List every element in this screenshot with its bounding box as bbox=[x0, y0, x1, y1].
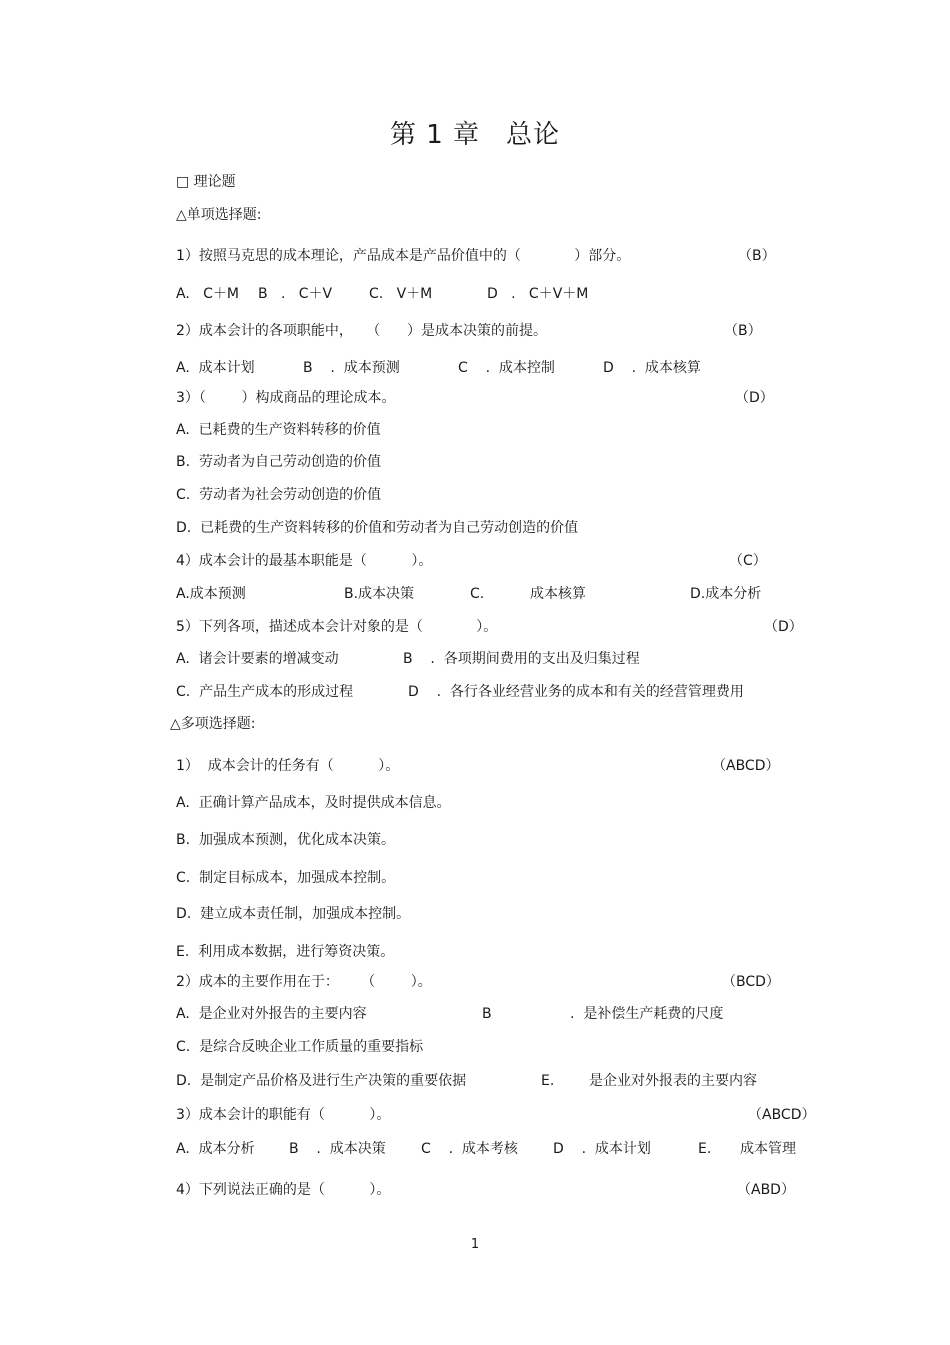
option: A.成本预测 bbox=[176, 586, 246, 602]
question-text: 2）成本会计的各项职能中， （ ）是成本决策的前提。 bbox=[176, 323, 547, 339]
question-text: 4）下列说法正确的是（ ）。 bbox=[176, 1182, 391, 1198]
option: B.成本决策 bbox=[344, 586, 415, 602]
option: C. 产品生产成本的形成过程 bbox=[176, 684, 354, 700]
option: D . C＋V＋M bbox=[487, 286, 589, 302]
page-number: 1 bbox=[470, 1237, 480, 1252]
option: D . 成本核算 bbox=[603, 360, 701, 376]
option: C. 制定目标成本，加强成本控制。 bbox=[176, 870, 396, 886]
option: C. 是综合反映企业工作质量的重要指标 bbox=[176, 1039, 424, 1055]
chapter-number: 第 1 章 bbox=[389, 120, 481, 150]
option: C. V＋M bbox=[369, 286, 433, 302]
option: E. bbox=[698, 1141, 712, 1157]
question-text: 1） 成本会计的任务有（ ）。 bbox=[176, 758, 400, 774]
answer-key: （C） bbox=[729, 553, 767, 569]
option: 是企业对外报表的主要内容 bbox=[589, 1073, 757, 1089]
multiple-choice-heading: △多项选择题: bbox=[170, 716, 256, 732]
answer-key: （ABD） bbox=[737, 1182, 795, 1198]
option: E. 利用成本数据，进行筹资决策。 bbox=[176, 944, 395, 960]
answer-key: （ABCD） bbox=[712, 758, 780, 774]
single-choice-heading: △单项选择题: bbox=[176, 207, 262, 223]
option: A. 已耗费的生产资料转移的价值 bbox=[176, 422, 381, 438]
option: C. bbox=[470, 586, 485, 602]
option: D. 建立成本责任制，加强成本控制。 bbox=[176, 906, 411, 922]
option: A. 成本分析 bbox=[176, 1141, 255, 1157]
option: A. 成本计划 bbox=[176, 360, 255, 376]
chapter-name: 总论 bbox=[506, 120, 561, 150]
question-text: 3）（ ）构成商品的理论成本。 bbox=[176, 390, 396, 406]
answer-key: （D） bbox=[764, 619, 803, 635]
option: C. 劳动者为社会劳动创造的价值 bbox=[176, 487, 382, 503]
question-text: 3）成本会计的职能有（ ）。 bbox=[176, 1107, 391, 1123]
option: B . C＋V bbox=[258, 286, 333, 302]
answer-key: （B） bbox=[738, 248, 776, 264]
option: B. 加强成本预测，优化成本决策。 bbox=[176, 832, 395, 848]
option: B . 成本决策 bbox=[289, 1141, 386, 1157]
question-text: 1）按照马克思的成本理论，产品成本是产品价值中的（ ）部分。 bbox=[176, 248, 631, 264]
option: A. 正确计算产品成本，及时提供成本信息。 bbox=[176, 795, 451, 811]
answer-key: （D） bbox=[735, 390, 774, 406]
option: B bbox=[482, 1006, 492, 1022]
option: D . 成本计划 bbox=[553, 1141, 651, 1157]
option: E. bbox=[541, 1073, 555, 1089]
answer-key: （B） bbox=[724, 323, 762, 339]
answer-key: （ABCD） bbox=[748, 1107, 816, 1123]
question-text: 4）成本会计的最基本职能是（ ）。 bbox=[176, 553, 433, 569]
option: D. 已耗费的生产资料转移的价值和劳动者为自己劳动创造的价值 bbox=[176, 520, 579, 536]
option: . 是补偿生产耗费的尺度 bbox=[570, 1006, 724, 1022]
option: 成本管理 bbox=[740, 1141, 796, 1157]
option: C . 成本考核 bbox=[421, 1141, 518, 1157]
option: B . 各项期间费用的支出及归集过程 bbox=[403, 651, 640, 667]
answer-key: （BCD） bbox=[722, 974, 780, 990]
option: 成本核算 bbox=[530, 586, 586, 602]
chapter-title bbox=[0, 118, 950, 152]
option: D. 是制定产品价格及进行生产决策的重要依据 bbox=[176, 1073, 467, 1089]
option: D . 各行各业经营业务的成本和有关的经营管理费用 bbox=[408, 684, 744, 700]
theory-heading: □ 理论题 bbox=[176, 174, 236, 190]
option: C . 成本控制 bbox=[458, 360, 555, 376]
option: D.成本分析 bbox=[690, 586, 762, 602]
option: A. 诸会计要素的增减变动 bbox=[176, 651, 339, 667]
option: B . 成本预测 bbox=[303, 360, 400, 376]
question-text: 2）成本的主要作用在于： （ ）。 bbox=[176, 974, 432, 990]
question-text: 5）下列各项，描述成本会计对象的是（ ）。 bbox=[176, 619, 498, 635]
option: A. C＋M bbox=[176, 286, 239, 302]
option: A. 是企业对外报告的主要内容 bbox=[176, 1006, 367, 1022]
option: B. 劳动者为自己劳动创造的价值 bbox=[176, 454, 381, 470]
